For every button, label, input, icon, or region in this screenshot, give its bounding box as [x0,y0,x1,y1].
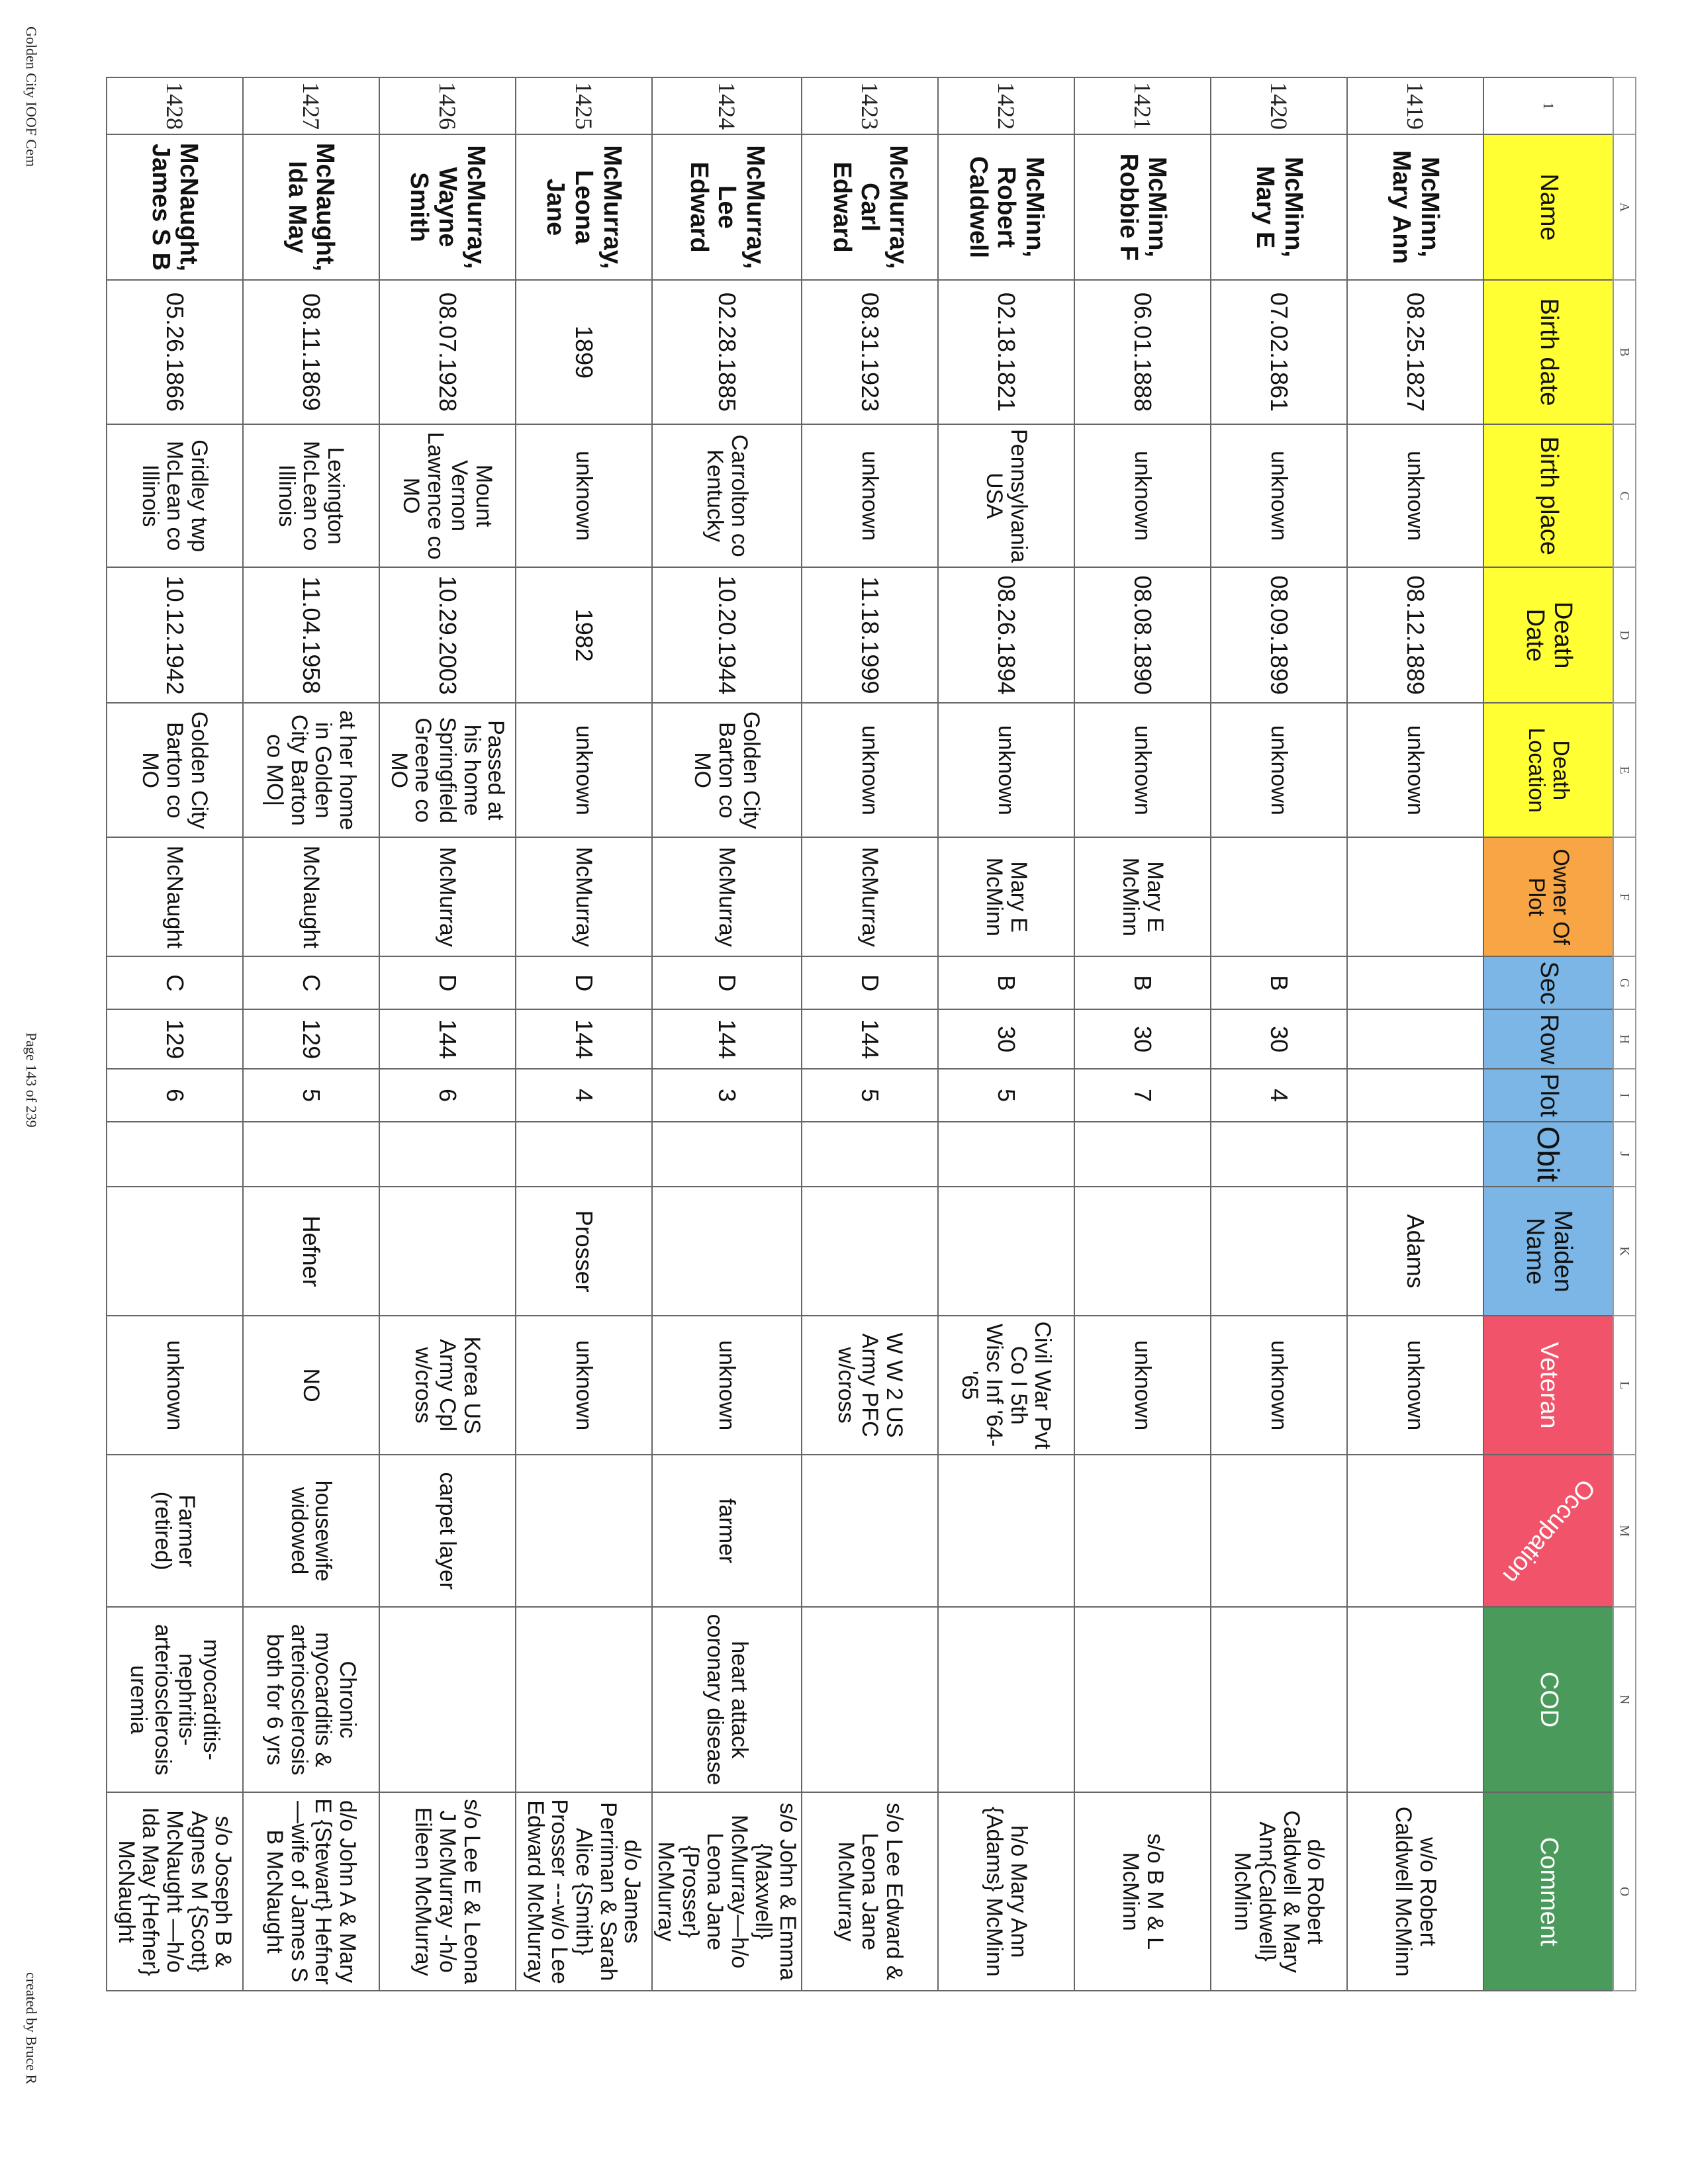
birth-date-cell: 08.25.1827 [1347,280,1483,424]
column-letter: E [1613,703,1636,837]
header-death-location: Death Location [1483,703,1613,837]
death-date-cell: 08.08.1890 [1074,567,1211,703]
footer-right: created by Bruce R [23,1972,40,2085]
name-cell: McMurray, Lee Edward [652,134,802,280]
maiden-name-cell [938,1187,1074,1316]
owner-cell: McMurray [652,837,802,956]
occupation-cell [1074,1455,1211,1607]
header-birth-date: Birth date [1483,280,1613,424]
header-occupation [1483,1455,1613,1607]
plot-cell: 7 [1074,1069,1211,1121]
row-number: 1419 [1347,77,1483,134]
header-sec: Sec [1483,956,1613,1009]
table-row [107,77,243,1991]
occupation-cell: Farmer (retired) [107,1455,243,1607]
death-date-cell: 11.18.1999 [802,567,938,703]
veteran-cell: unknown [1347,1316,1483,1455]
occupation-cell [516,1455,652,1607]
row-cell: 129 [243,1009,379,1069]
death-date-cell: 08.26.1894 [938,567,1074,703]
occupation-cell [1347,1455,1483,1607]
veteran-cell: W W 2 US Army PFC w/cross [802,1316,938,1455]
column-letter: H [1613,1009,1636,1069]
maiden-name-cell [802,1187,938,1316]
birth-date-cell: 08.07.1928 [379,280,516,424]
obit-cell [516,1122,652,1187]
veteran-cell: unknown [652,1316,802,1455]
owner-cell: McMurray [379,837,516,956]
death-location-cell: unknown [938,703,1074,837]
plot-cell: 6 [107,1069,243,1121]
column-letter: B [1613,280,1636,424]
comment-cell: h/o Mary Ann {Adams} McMinn [938,1792,1074,1991]
header-row [1483,77,1613,1991]
column-letter: N [1613,1607,1636,1792]
column-letter: D [1613,567,1636,703]
occupation-cell: housewife widowed [243,1455,379,1607]
birth-place-cell: unknown [1347,424,1483,567]
veteran-cell: unknown [516,1316,652,1455]
birth-date-cell: 05.26.1866 [107,280,243,424]
cod-cell [379,1607,516,1792]
maiden-name-cell [379,1187,516,1316]
plot-cell: 3 [652,1069,802,1121]
occupation-cell [802,1455,938,1607]
sec-cell: B [938,956,1074,1009]
cod-cell [1211,1607,1347,1792]
header-maiden-name: Maiden Name [1483,1187,1613,1316]
death-date-cell: 10.20.1944 [652,567,802,703]
column-letter: G [1613,956,1636,1009]
row-cell [1347,1009,1483,1069]
table-row [1211,77,1347,1991]
birth-place-cell: unknown [516,424,652,567]
column-letter: C [1613,424,1636,567]
row-cell: 30 [938,1009,1074,1069]
plot-cell: 5 [243,1069,379,1121]
corner-cell [1613,77,1636,134]
name-cell: McMurray, Carl Edward [802,134,938,280]
cemetery-records-table [106,77,1636,1991]
comment-cell: d/o James Perriman & Sarah Alice {Smith} Prosser ---w/o Lee Edward McMurray [516,1792,652,1991]
cod-cell [802,1607,938,1792]
cod-cell: Chronic myocarditis & arteriosclerosis both for 6 yrs [243,1607,379,1792]
row-cell: 144 [379,1009,516,1069]
comment-cell: s/o Lee Edward & Leona Jane McMurray [802,1792,938,1991]
table-row [1347,77,1483,1991]
maiden-name-cell: Hefner [243,1187,379,1316]
birth-place-cell: unknown [1074,424,1211,567]
birth-date-cell: 02.18.1821 [938,280,1074,424]
birth-place-cell: Carrolton co Kentucky [652,424,802,567]
obit-cell [1211,1122,1347,1187]
owner-cell: McMurray [802,837,938,956]
header-veteran: Veteran [1483,1316,1613,1455]
comment-cell: s/o Joseph B & Agnes M {Scott} McNaught —h/o Ida May {Hefner} McNaught [107,1792,243,1991]
death-location-cell: unknown [802,703,938,837]
name-cell: McMinn, Robbie F [1074,134,1211,280]
cod-cell [938,1607,1074,1792]
maiden-name-cell [1074,1187,1211,1316]
maiden-name-cell [1211,1187,1347,1316]
birth-place-cell: unknown [1211,424,1347,567]
obit-cell [107,1122,243,1187]
row-cell: 30 [1211,1009,1347,1069]
maiden-name-cell [652,1187,802,1316]
obit-cell [652,1122,802,1187]
plot-cell: 4 [516,1069,652,1121]
name-cell: McMurray, Leona Jane [516,134,652,280]
veteran-cell: Civil War Pvt Co I 5th Wisc Inf '64-'65 [938,1316,1074,1455]
obit-cell [379,1122,516,1187]
comment-cell: s/o John & Emma {Maxwell} McMurray—h/o Leona Jane {Prosser} McMurray [652,1792,802,1991]
comment-cell: s/o B M & L McMinn [1074,1792,1211,1991]
occupation-cell: farmer [652,1455,802,1607]
veteran-cell: NO [243,1316,379,1455]
cod-cell: myocarditis- nephritis- arteriosclerosis uremia [107,1607,243,1792]
row-number: 1420 [1211,77,1347,134]
birth-date-cell: 1899 [516,280,652,424]
owner-cell: McNaught [107,837,243,956]
table-row [243,77,379,1991]
death-date-cell: 10.29.2003 [379,567,516,703]
row-cell: 30 [1074,1009,1211,1069]
header-death-date: Death Date [1483,567,1613,703]
sec-cell: D [379,956,516,1009]
death-date-cell: 10.12.1942 [107,567,243,703]
plot-cell: 5 [938,1069,1074,1121]
owner-cell: Mary E McMinn [938,837,1074,956]
header-row-number: 1 [1483,77,1613,134]
birth-date-cell: 08.31.1923 [802,280,938,424]
sec-cell: B [1211,956,1347,1009]
veteran-cell: unknown [1074,1316,1211,1455]
plot-cell: 5 [802,1069,938,1121]
column-letter: I [1613,1069,1636,1121]
birth-place-cell: Pennsylvania USA [938,424,1074,567]
owner-cell: McNaught [243,837,379,956]
table-row [516,77,652,1991]
death-location-cell: unknown [1211,703,1347,837]
veteran-cell: unknown [107,1316,243,1455]
sec-cell: D [516,956,652,1009]
plot-cell [1347,1069,1483,1121]
column-letter: J [1613,1122,1636,1187]
cod-cell [516,1607,652,1792]
table-row [379,77,516,1991]
sec-cell: B [1074,956,1211,1009]
plot-cell: 4 [1211,1069,1347,1121]
column-letter: K [1613,1187,1636,1316]
comment-cell: s/o Lee E & Leona J McMurray -h/o Eileen McMurray [379,1792,516,1991]
table-row [938,77,1074,1991]
owner-cell [1347,837,1483,956]
footer-page-number: Page 143 of 239 [23,1032,40,1128]
occupation-cell [1211,1455,1347,1607]
obit-cell [938,1122,1074,1187]
death-location-cell: Passed at his home Springfield Greene co MO [379,703,516,837]
death-date-cell: 08.09.1899 [1211,567,1347,703]
row-number: 1424 [652,77,802,134]
row-number: 1427 [243,77,379,134]
death-date-cell: 1982 [516,567,652,703]
header-name: Name [1483,134,1613,280]
sec-cell [1347,956,1483,1009]
header-row: Row [1483,1009,1613,1069]
obit-cell [1347,1122,1483,1187]
row-cell: 129 [107,1009,243,1069]
header-occupation-label: Occupation [1497,1473,1601,1589]
occupation-cell: carpet layer [379,1455,516,1607]
comment-cell: d/o Robert Caldwell & Mary Ann{Caldwell} McMinn [1211,1792,1347,1991]
row-number: 1422 [938,77,1074,134]
obit-cell [802,1122,938,1187]
birth-place-cell: Lexington McLean co Illinois [243,424,379,567]
sec-cell: D [802,956,938,1009]
row-number: 1428 [107,77,243,134]
obit-cell [243,1122,379,1187]
birth-place-cell: Mount Vernon Lawrence co MO [379,424,516,567]
birth-date-cell: 02.28.1885 [652,280,802,424]
sec-cell: C [107,956,243,1009]
cod-cell: heart attack coronary disease [652,1607,802,1792]
death-location-cell: unknown [516,703,652,837]
header-obit: Obit [1483,1122,1613,1187]
sec-cell: C [243,956,379,1009]
birth-date-cell: 08.11.1869 [243,280,379,424]
column-letter: L [1613,1316,1636,1455]
row-number: 1426 [379,77,516,134]
header-birth-place: Birth place [1483,424,1613,567]
column-letter: M [1613,1455,1636,1607]
cod-cell [1347,1607,1483,1792]
plot-cell: 6 [379,1069,516,1121]
header-comment: Comment [1483,1792,1613,1991]
header-plot: Plot [1483,1069,1613,1121]
obit-cell [1074,1122,1211,1187]
occupation-cell [938,1455,1074,1607]
header-cod: COD [1483,1607,1613,1792]
death-date-cell: 11.04.1958 [243,567,379,703]
maiden-name-cell: Adams [1347,1187,1483,1316]
owner-cell: McMurray [516,837,652,956]
name-cell: McMurray, Wayne Smith [379,134,516,280]
row-number: 1421 [1074,77,1211,134]
table-row [802,77,938,1991]
name-cell: McMinn, Mary E [1211,134,1347,280]
table-row [1074,77,1211,1991]
footer-left: Golden City IOOF Cem [23,26,40,167]
name-cell: McNaught, Ida May [243,134,379,280]
row-cell: 144 [802,1009,938,1069]
death-location-cell: unknown [1074,703,1211,837]
owner-cell [1211,837,1347,956]
column-letter: O [1613,1792,1636,1991]
column-letter-row [1613,77,1636,1991]
column-letter: F [1613,837,1636,956]
birth-place-cell: unknown [802,424,938,567]
row-number: 1423 [802,77,938,134]
veteran-cell: unknown [1211,1316,1347,1455]
comment-cell: w/o Robert Caldwell McMinn [1347,1792,1483,1991]
veteran-cell: Korea US Army Cpl w/cross [379,1316,516,1455]
name-cell: McMinn, Robert Caldwell [938,134,1074,280]
table-row [652,77,802,1991]
header-owner-of-plot: Owner Of Plot [1483,837,1613,956]
death-location-cell: Golden City Barton co MO [107,703,243,837]
sec-cell: D [652,956,802,1009]
cod-cell [1074,1607,1211,1792]
death-location-cell: unknown [1347,703,1483,837]
maiden-name-cell [107,1187,243,1316]
row-cell: 144 [652,1009,802,1069]
row-number: 1425 [516,77,652,134]
death-date-cell: 08.12.1889 [1347,567,1483,703]
owner-cell: Mary E McMinn [1074,837,1211,956]
comment-cell: d/o John A & Mary E {Stewart} Hefner —wife of James S B McNaught [243,1792,379,1991]
column-letter: A [1613,134,1636,280]
birth-place-cell: Gridley twp McLean co Illinois [107,424,243,567]
death-location-cell: Golden City Barton co MO [652,703,802,837]
row-cell: 144 [516,1009,652,1069]
death-location-cell: at her home in Golden City Barton co MO| [243,703,379,837]
birth-date-cell: 06.01.1888 [1074,280,1211,424]
name-cell: McNaught, James S B [107,134,243,280]
maiden-name-cell: Prosser [516,1187,652,1316]
name-cell: McMinn, Mary Ann [1347,134,1483,280]
birth-date-cell: 07.02.1861 [1211,280,1347,424]
